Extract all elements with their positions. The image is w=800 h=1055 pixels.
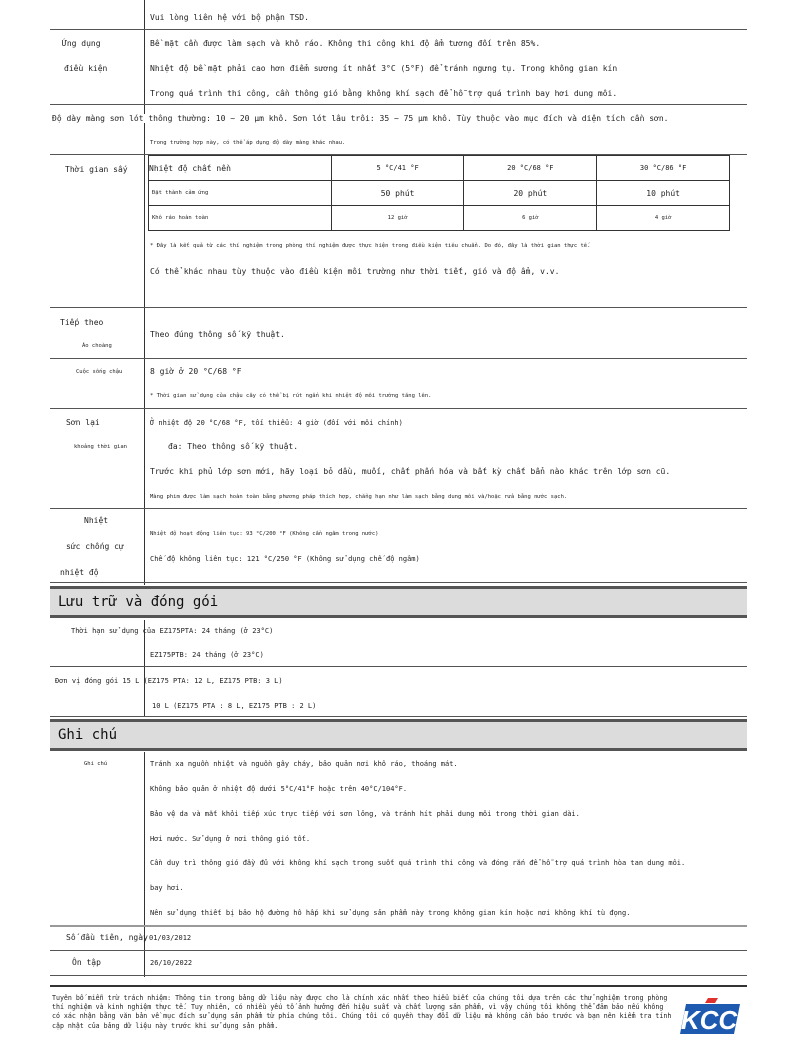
- heat-resistance-label-1: Nhiệt: [84, 516, 109, 525]
- next-coat-label-1: Tiếp theo: [60, 318, 104, 327]
- table-header-cell: 5 °C/41 °F: [331, 156, 464, 181]
- note-line: bay hơi.: [150, 884, 184, 892]
- recoat-line: Màng phim được làm sạch hoàn toàn bằng phương pháp thích hợp, chẳng hạn như làm sạch bằng dung môi và/hoặc rửa bằng nước sạch.: [150, 494, 568, 500]
- table-cell: 10 phút: [597, 181, 730, 206]
- film-thickness-text: Độ dày màng sơn lót thông thường: 10 ~ 20 µm khô. Sơn lót lâu trôi: 35 ~ 75 µm khô. Tùy thuộc vào mục đích và diện tích cần sơn.: [52, 114, 669, 123]
- footer-divider: [50, 985, 747, 987]
- disclaimer-text: Tuyên bố miễn trừ trách nhiệm: Thông tin trong bảng dữ liệu này được cho là chính xác nhất theo hiểu biết của chúng tôi dựa trên các thử nghiệm trong phòng thí nghiệm và kinh nghiệm thực tế. Tuy nhiên, có nhiều yếu tố ảnh hưởng đến hiệu suất và chất lượng sản phẩm, vì vậy chúng tôi không thể đảm bảo nếu không có xác nhận bằng văn bản về mục đích sử dụng sản phẩm từ phía chúng tôi. Chúng tôi có quyền thay đổi dữ liệu mà không cần báo trước và bạn nên kiểm tra tính cập nhật của bảng dữ liệu này trước khi sử dụng sản phẩm.: [52, 994, 672, 1030]
- review-label: Ôn tập: [72, 958, 101, 967]
- table-cell: 20 phút: [464, 181, 597, 206]
- label-column-divider: [144, 752, 145, 977]
- recoat-label-2: khoảng thời gian: [74, 444, 127, 450]
- table-header-cell: 30 °C/86 °F: [597, 156, 730, 181]
- row-divider: [50, 508, 747, 509]
- notes-label: Ghi chú: [84, 761, 108, 767]
- note-line: Cần duy trì thông gió đầy đủ với không khí sạch trong suốt quá trình thi công và đóng rắn để hỗ trợ quá trình hòa tan dung môi.: [150, 859, 686, 867]
- row-divider: [50, 29, 747, 30]
- label-column-divider: [144, 0, 145, 585]
- note-line: Hơi nước. Sử dụng ở nơi thông gió tốt.: [150, 835, 311, 843]
- section-title: Ghi chú: [58, 727, 118, 743]
- table-cell: Đặt thành cảm ứng: [149, 181, 332, 206]
- row-divider: [50, 358, 747, 359]
- pack-size-line: Đơn vị đóng gói 15 L (EZ175 PTA: 12 L, EZ175 PTB: 3 L): [55, 677, 283, 685]
- application-conditions-line: Nhiệt độ bề mặt phải cao hơn điểm sương ít nhất 3°C (5°F) để tránh ngưng tụ. Trong không gian kín: [150, 64, 618, 73]
- kcc-logo-icon: [680, 998, 740, 1034]
- review-value: 26/10/2022: [150, 959, 193, 967]
- table-row: [149, 206, 730, 231]
- table-header-cell: Nhiệt độ chất nền: [149, 156, 332, 181]
- note-line: Bảo vệ da và mắt khỏi tiếp xúc trực tiếp với sơn lỏng, và tránh hít phải dung môi trong thời gian dài.: [150, 810, 580, 818]
- contact-note: Vui lòng liên hệ với bộ phận TSD.: [150, 13, 309, 22]
- row-divider: [50, 716, 747, 717]
- row-divider: [50, 925, 747, 927]
- heat-resistance-label-3: nhiệt độ: [60, 568, 99, 577]
- table-cell: 6 giờ: [464, 206, 597, 231]
- pot-life-note: * Thời gian sử dụng của chậu cây có thể bị rút ngắn khi nhiệt độ môi trường tăng lên.: [150, 393, 432, 399]
- next-coat-label-2: Áo choàng: [82, 343, 112, 349]
- kcc-logo: [680, 998, 740, 1034]
- first-issue-label: Số đầu tiên, ngày: [66, 933, 148, 942]
- shelf-life-line: EZ175PTB: 24 tháng (ở 23°C): [150, 651, 264, 659]
- first-issue-value: 01/03/2012: [149, 934, 192, 942]
- row-divider: [50, 307, 747, 308]
- recoat-line: đa: Theo thông số kỹ thuật.: [168, 442, 299, 451]
- row-divider: [50, 104, 747, 105]
- row-divider: [50, 666, 747, 667]
- shelf-life-line: Thời hạn sử dụng của EZ175PTA: 24 tháng (ở 23°C): [71, 627, 274, 635]
- application-conditions-line: Trong quá trình thi công, cần thông gió bằng không khí sạch để hỗ trợ quá trình bay hơi dung môi.: [150, 89, 618, 98]
- drying-time-table: [148, 155, 730, 231]
- table-cell: 4 giờ: [597, 206, 730, 231]
- application-conditions-line: Bề mặt cần được làm sạch và khô ráo. Không thi công khi độ ẩm tương đối trên 85%.: [150, 39, 541, 48]
- pot-life-label: Cuộc sống chậu: [76, 369, 123, 375]
- pot-life-text: 8 giờ ở 20 °C/68 °F: [150, 367, 242, 376]
- heat-resistance-line: Nhiệt độ hoạt động liên tục: 93 °C/200 °F (Không cần ngâm trong nước): [150, 531, 379, 537]
- row-divider: [50, 408, 747, 409]
- heat-resistance-label-2: sức chống cự: [66, 542, 124, 551]
- section-header-storage: [50, 586, 747, 618]
- table-cell: 50 phút: [331, 181, 464, 206]
- drying-time-label: Thời gian sấy: [65, 165, 128, 174]
- section-title: Lưu trữ và đóng gói: [58, 594, 219, 610]
- heat-resistance-line: Chế độ không liên tục: 121 °C/250 °F (Không sử dụng chế độ ngâm): [150, 555, 420, 563]
- table-cell: Khô ráo hoàn toàn: [149, 206, 332, 231]
- note-line: Tránh xa nguồn nhiệt và nguồn gây cháy, bảo quản nơi khô ráo, thoáng mát.: [150, 760, 458, 768]
- note-line: Nên sử dụng thiết bị bảo hộ đường hô hấp khi sử dụng sản phẩm này trong không gian kín hoặc nơi không khí tù đọng.: [150, 909, 631, 917]
- drying-time-note: Có thể khác nhau tùy thuộc vào điều kiện môi trường như thời tiết, gió và độ ẩm, v.v.: [150, 267, 560, 276]
- recoat-label-1: Sơn lại: [66, 418, 100, 427]
- table-row: [149, 181, 730, 206]
- next-coat-text: Theo đúng thông số kỹ thuật.: [150, 330, 285, 339]
- application-conditions-label-1: Ứng dụng: [62, 39, 101, 48]
- pack-size-line: 10 L (EZ175 PTA : 8 L, EZ175 PTB : 2 L): [152, 702, 317, 710]
- row-divider: [50, 950, 747, 951]
- drying-time-note: * Đây là kết quả từ các thí nghiệm trong phòng thí nghiệm được thực hiện trong điều kiện tiêu chuẩn. Do đó, đây là thời gian thực tế.: [150, 243, 591, 249]
- application-conditions-label-2: điều kiện: [64, 64, 108, 73]
- table-header-cell: 20 °C/68 °F: [464, 156, 597, 181]
- note-line: Không bảo quản ở nhiệt độ dưới 5°C/41°F hoặc trên 40°C/104°F.: [150, 785, 408, 793]
- row-divider: [50, 582, 747, 583]
- table-cell: 12 giờ: [331, 206, 464, 231]
- recoat-line: Ở nhiệt độ 20 °C/68 °F, tối thiểu: 4 giờ (đối với môi chính): [150, 419, 403, 427]
- recoat-line: Trước khi phủ lớp sơn mới, hãy loại bỏ dầu, muối, chất phấn hóa và bất kỳ chất bẩn nào khác trên lớp sơn cũ.: [150, 467, 671, 476]
- film-thickness-note: Trong trường hợp này, có thể áp dụng độ dày màng khác nhau.: [150, 140, 346, 146]
- row-divider: [50, 975, 747, 976]
- table-header-row: [149, 156, 730, 181]
- svg-text:KCC: KCC: [680, 1005, 738, 1034]
- section-header-notes: [50, 719, 747, 751]
